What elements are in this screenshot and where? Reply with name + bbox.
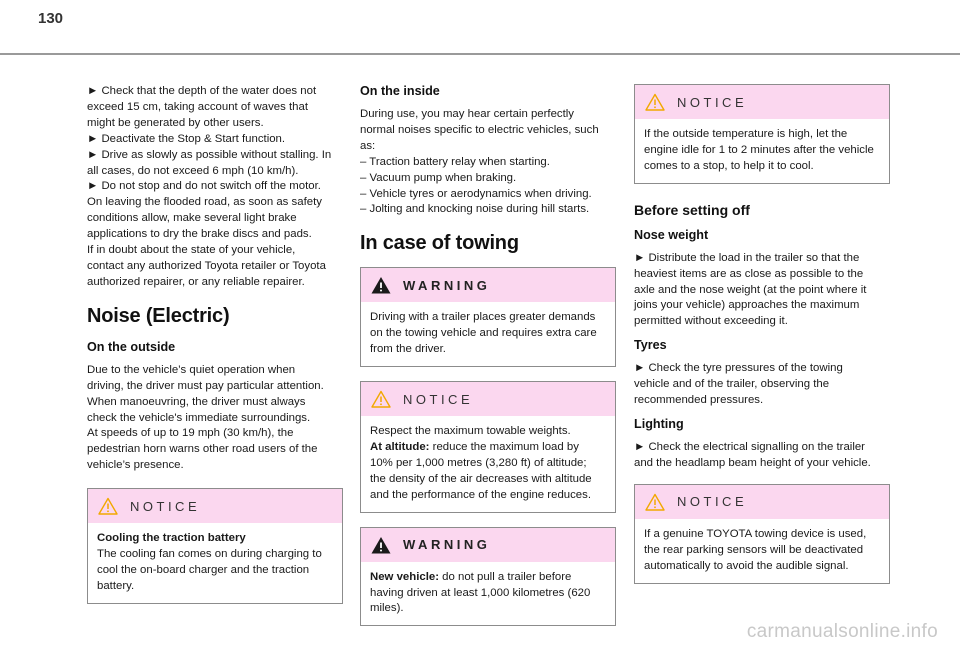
warning-label: WARNING bbox=[403, 537, 491, 553]
text-line: pedestrian horn warns other road users of the bbox=[87, 443, 318, 456]
notice-label: NOTICE bbox=[677, 94, 748, 110]
notice-box-towable-weights bbox=[360, 381, 616, 513]
text-line: engine idle for 1 to 2 minutes after the vehicle bbox=[644, 143, 874, 156]
heading-on-the-outside: On the outside bbox=[87, 339, 176, 354]
text-line: on the towing vehicle and requires extra care bbox=[370, 327, 597, 340]
text-line: 10% per 1,000 metres (3,280 ft) of altitude; bbox=[370, 456, 587, 469]
text-line: battery. bbox=[97, 579, 135, 592]
text-line: ► Do not stop and do not switch off the motor. bbox=[87, 180, 321, 193]
notice-header bbox=[361, 382, 615, 416]
text-line: The cooling fan comes on during charging to bbox=[97, 548, 322, 561]
text-line: New vehicle: do not pull a trailer before bbox=[370, 570, 572, 583]
list-item: – Jolting and knocking noise during hill starts. bbox=[360, 203, 590, 216]
text-line: the density of the air decreases with altitude bbox=[370, 472, 592, 485]
notice-label: NOTICE bbox=[130, 498, 201, 514]
text-line: If in doubt about the state of your vehicle, bbox=[87, 244, 296, 257]
notice-bold-line: Cooling the traction battery bbox=[97, 532, 246, 545]
text-line: all cases, do not exceed 6 mph (10 km/h). bbox=[87, 164, 299, 177]
text-line: automatically to avoid the audible signal. bbox=[644, 559, 849, 572]
column-3 bbox=[634, 84, 890, 598]
text-line: If the outside temperature is high, let the bbox=[644, 128, 848, 140]
caution-triangle-icon bbox=[371, 390, 391, 408]
caution-triangle-icon bbox=[645, 93, 665, 111]
text-line: cool the on-board charger and the traction bbox=[97, 563, 310, 576]
flood-instructions bbox=[87, 84, 343, 291]
notice-box-temperature bbox=[634, 84, 890, 184]
inside-paragraph bbox=[360, 107, 616, 218]
tyres-paragraph bbox=[634, 361, 890, 409]
list-item: – Traction battery relay when starting. bbox=[360, 155, 550, 168]
warning-label: WARNING bbox=[403, 277, 491, 293]
notice-header bbox=[635, 85, 889, 119]
notice-body bbox=[88, 523, 342, 603]
text-line: recommended pressures. bbox=[634, 394, 764, 407]
warning-box-new-vehicle bbox=[360, 527, 616, 627]
notice-box-towing-device bbox=[634, 484, 890, 584]
text-line: conditions allow, make several light brake bbox=[87, 212, 297, 225]
watermark-text: carmanualsonline.info bbox=[746, 621, 938, 642]
text-line: ► Check the electrical signalling on the trailer bbox=[634, 440, 865, 453]
notice-body bbox=[635, 519, 889, 583]
caution-triangle-icon bbox=[645, 493, 665, 511]
column-1 bbox=[87, 84, 343, 618]
text-line: vehicle’s presence. bbox=[87, 459, 184, 472]
heading-nose-weight: Nose weight bbox=[634, 227, 709, 242]
text-line: and the performance of the engine reduces. bbox=[370, 488, 591, 501]
text-line: and the headlamp beam height of your vehicle. bbox=[634, 456, 871, 469]
text-line: the rear parking sensors will be deactivated bbox=[644, 543, 864, 556]
text-line: normal noises specific to electric vehicles, such bbox=[360, 123, 599, 136]
notice-body bbox=[361, 416, 615, 512]
text-line: heaviest items are as close as possible to the bbox=[634, 267, 864, 280]
warning-body bbox=[361, 302, 615, 366]
heading-lighting: Lighting bbox=[634, 416, 684, 431]
text-line: On leaving the flooded road, as soon as safety bbox=[87, 196, 322, 209]
text-line: Due to the vehicle’s quiet operation when bbox=[87, 363, 296, 376]
text-line: vehicle and of the trailer, observing the bbox=[634, 378, 830, 391]
text-line: having driven at least 1,000 kilometres (620 bbox=[370, 586, 591, 599]
notice-box-cooling bbox=[87, 488, 343, 604]
text-line: as: bbox=[360, 139, 376, 152]
text-line: axle and the nose weight (at the point where it bbox=[634, 283, 867, 296]
text-line: ► Distribute the load in the trailer so that the bbox=[634, 251, 860, 264]
section-title-towing: In case of towing bbox=[360, 232, 519, 255]
outside-paragraph bbox=[87, 363, 343, 474]
list-item: – Vehicle tyres or aerodynamics when driving. bbox=[360, 187, 592, 200]
notice-body bbox=[635, 119, 889, 183]
header-rule bbox=[0, 53, 960, 55]
text-line: ► Check the tyre pressures of the towing bbox=[634, 362, 843, 375]
text-line: ► Check that the depth of the water does not bbox=[87, 85, 317, 97]
page-number: 130 bbox=[38, 10, 64, 27]
section-title-noise: Noise (Electric) bbox=[87, 304, 230, 327]
text-line: joins your vehicle) approaches the maximum bbox=[634, 299, 860, 312]
text-line: from the driver. bbox=[370, 343, 446, 356]
text-line: miles). bbox=[370, 602, 404, 615]
nose-weight-paragraph bbox=[634, 251, 890, 331]
text-line: At speeds of up to 19 mph (30 km/h), the bbox=[87, 427, 294, 440]
text-line: authorized repairer, or any reliable repairer. bbox=[87, 275, 305, 288]
text-line: might be generated by other users. bbox=[87, 116, 264, 129]
notice-header bbox=[635, 485, 889, 519]
text-line: ► Drive as slowly as possible without stalling. In bbox=[87, 148, 332, 161]
warning-box-driving bbox=[360, 267, 616, 367]
warning-triangle-icon bbox=[371, 536, 391, 554]
text-line: contact any authorized Toyota retailer or Toyota bbox=[87, 259, 326, 272]
warning-body bbox=[361, 562, 615, 626]
text-line: When manoeuvring, the driver must always bbox=[87, 395, 306, 408]
heading-on-the-inside: On the inside bbox=[360, 84, 440, 98]
text-line: Driving with a trailer places greater demands bbox=[370, 311, 596, 324]
text-line: If a genuine TOYOTA towing device is used, bbox=[644, 527, 867, 540]
warning-header bbox=[361, 268, 615, 302]
caution-triangle-icon bbox=[98, 497, 118, 515]
notice-header bbox=[88, 489, 342, 523]
text-line: Respect the maximum towable weights. bbox=[370, 425, 571, 438]
text-line: comes to a stop, to help it to cool. bbox=[644, 159, 814, 172]
warning-triangle-icon bbox=[371, 276, 391, 294]
warning-header bbox=[361, 528, 615, 562]
notice-label: NOTICE bbox=[677, 494, 748, 510]
text-line: check the vehicle's immediate surroundings. bbox=[87, 411, 311, 424]
text-line: applications to dry the brake discs and pads. bbox=[87, 228, 312, 241]
heading-tyres: Tyres bbox=[634, 338, 667, 353]
text-line: exceed 15 cm, taking account of waves that bbox=[87, 100, 308, 113]
text-line: ► Deactivate the Stop & Start function. bbox=[87, 132, 286, 145]
text-line: driving, the driver must pay particular attention. bbox=[87, 379, 324, 392]
lighting-paragraph bbox=[634, 440, 890, 472]
text-line: During use, you may hear certain perfectly bbox=[360, 108, 574, 120]
notice-label: NOTICE bbox=[403, 391, 474, 407]
column-2 bbox=[360, 84, 616, 640]
heading-before-setting-off: Before setting off bbox=[634, 201, 750, 218]
text-line: At altitude: reduce the maximum load by bbox=[370, 440, 579, 453]
text-line: permitted without exceeding it. bbox=[634, 315, 788, 328]
list-item: – Vacuum pump when braking. bbox=[360, 171, 517, 184]
